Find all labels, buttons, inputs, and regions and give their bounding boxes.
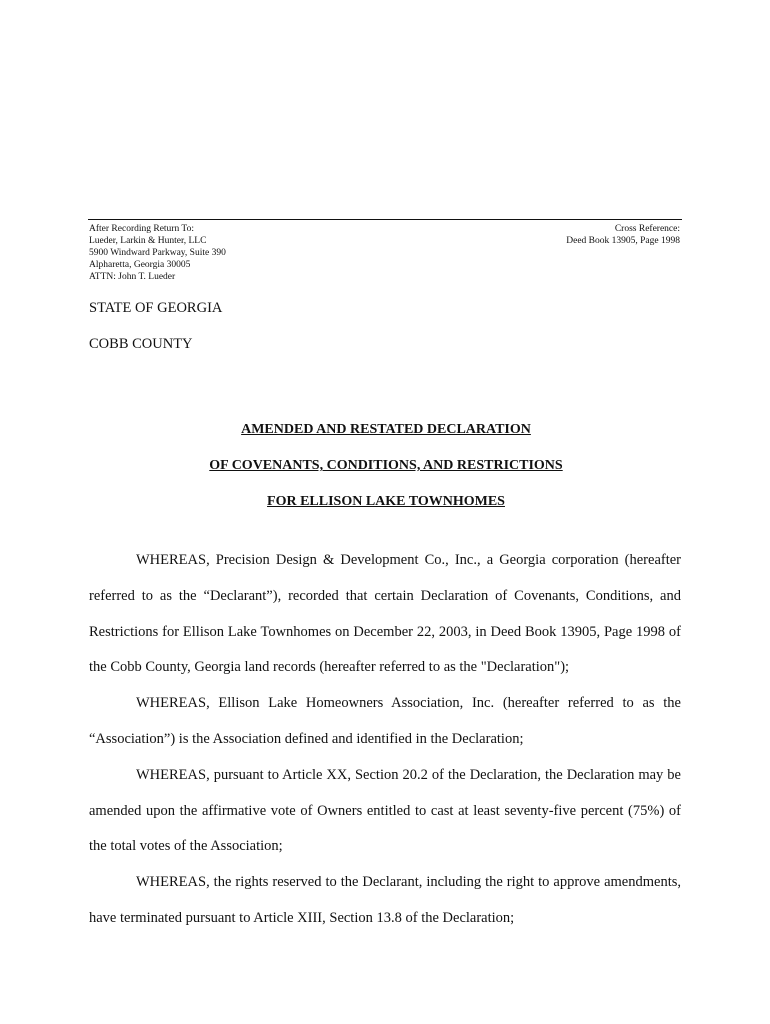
document-title-line-2: OF COVENANTS, CONDITIONS, AND RESTRICTIONS bbox=[209, 458, 563, 473]
recording-line: Alpharetta, Georgia 30005 bbox=[89, 260, 191, 270]
cross-reference-line: Cross Reference: bbox=[614, 224, 680, 234]
recording-line: ATTN: John T. Lueder bbox=[89, 272, 176, 282]
cross-reference-line: Deed Book 13905, Page 1998 bbox=[566, 236, 680, 246]
recording-line: 5900 Windward Parkway, Suite 390 bbox=[89, 248, 226, 258]
whereas-paragraph: WHEREAS, Precision Design & Development Co., Inc., a Georgia corporation (hereafter referred to as the “Declarant”), recorded that certain Declaration of Covenants, Conditions, and Restrictions for Ellison Lake Townhomes on December 22, 2003, in Deed Book 13905, Page 1998 of the Cobb County, Georgia land records (hereafter referred to as the "Declaration"); bbox=[89, 552, 681, 676]
whereas-paragraph: WHEREAS, Ellison Lake Homeowners Association, Inc. (hereafter referred to as the “Association”) is the Association defined and identified in the Declaration; bbox=[89, 695, 681, 747]
document-body bbox=[89, 543, 681, 937]
header-rule bbox=[88, 219, 682, 220]
recording-line: Lueder, Larkin & Hunter, LLC bbox=[89, 236, 207, 246]
recording-line: After Recording Return To: bbox=[89, 224, 194, 234]
state-heading: STATE OF GEORGIA bbox=[89, 300, 223, 316]
whereas-paragraph: WHEREAS, the rights reserved to the Declarant, including the right to approve amendments, have terminated pursuant to Article XIII, Section 13.8 of the Declaration; bbox=[89, 874, 681, 926]
county-heading: COBB COUNTY bbox=[89, 336, 193, 352]
whereas-paragraph: WHEREAS, pursuant to Article XX, Section 20.2 of the Declaration, the Declaration may be amended upon the affirmative vote of Owners entitled to cast at least seventy-five percent (75%) of the total votes of the Association; bbox=[89, 766, 681, 855]
document-title-line-3: FOR ELLISON LAKE TOWNHOMES bbox=[267, 494, 505, 509]
cross-reference-block bbox=[566, 223, 680, 247]
document-title-line-1: AMENDED AND RESTATED DECLARATION bbox=[241, 422, 531, 437]
recording-return-block bbox=[89, 223, 226, 283]
